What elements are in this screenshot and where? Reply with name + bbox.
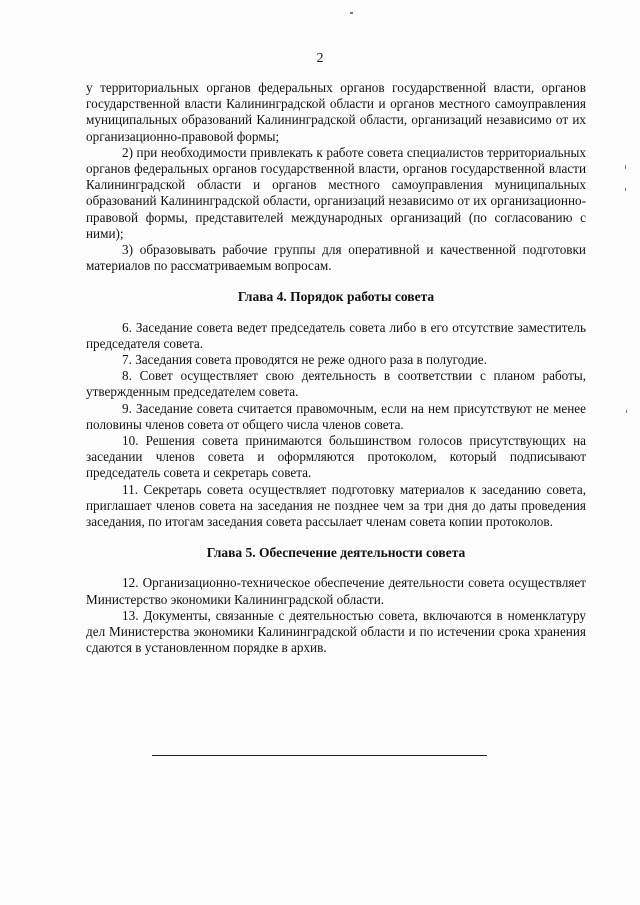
paragraph-11: 11. Секретарь совета осуществляет подготовку материалов к заседанию совета, приглашает членов совета на заседания не позднее чем за три дня до даты проведения заседания, по итогам заседания совета рассылает членам совета копии протоколов. [86, 481, 586, 530]
end-divider-line [152, 755, 487, 756]
chapter-4-heading: Глава 4. Порядок работы совета [237, 289, 435, 305]
scan-speck [350, 12, 353, 14]
paragraph-6: 6. Заседание совета ведет председатель совета либо в его отсутствие заместитель председателя совета. [86, 319, 586, 351]
scan-speck [625, 188, 626, 191]
page-number: 2 [316, 51, 324, 66]
paragraph-7: 7. Заседания совета проводятся не реже одного раза в полугодие. [122, 352, 487, 368]
document-body [86, 80, 586, 657]
paragraph-9: 9. Заседание совета считается правомочным, если на нем присутствуют не менее половины членов совета от общего числа членов совета. [86, 400, 586, 432]
paragraph-8: 8. Совет осуществляет свою деятельность в соответствии с планом работы, утвержденным председателем совета. [86, 368, 586, 400]
scan-speck [626, 410, 627, 413]
paragraph-13: 13. Документы, связанные с деятельностью совета, включаются в номенклатуру дел Министерства экономики Калининградской области и по истечении срока хранения сдаются в установленном порядке в архив. [86, 607, 586, 656]
paragraph-12: 12. Организационно-техническое обеспечение деятельности совета осуществляет Министерство экономики Калининградской области. [86, 575, 586, 607]
paragraph-item-2: 2) при необходимости привлекать к работе совета специалистов территориальных органов федеральных органов государственной власти, органов государственной власти Калининградской области и органов местного самоуправления муниципальных образований Калининградской области, организаций независимо от их организационно-правовой формы, представителей международных организаций (по согласованию с ними); [86, 144, 586, 241]
chapter-5-heading: Глава 5. Обеспечение деятельности совета [206, 545, 466, 561]
paragraph-continuation: у территориальных органов федеральных органов государственной власти, органов государственной власти Калининградской области и органов местного самоуправления муниципальных образований Калининградской области, организаций независимо от их организационно-правовой формы; [86, 80, 586, 144]
scan-speck [625, 165, 626, 169]
paragraph-item-3: 3) образовывать рабочие группы для оперативной и качественной подготовки материалов по рассматриваемым вопросам. [86, 242, 586, 274]
paragraph-10: 10. Решения совета принимаются большинством голосов присутствующих на заседании членов совета и оформляются протоколом, который подписывают председатель совета и секретарь совета. [86, 433, 586, 481]
